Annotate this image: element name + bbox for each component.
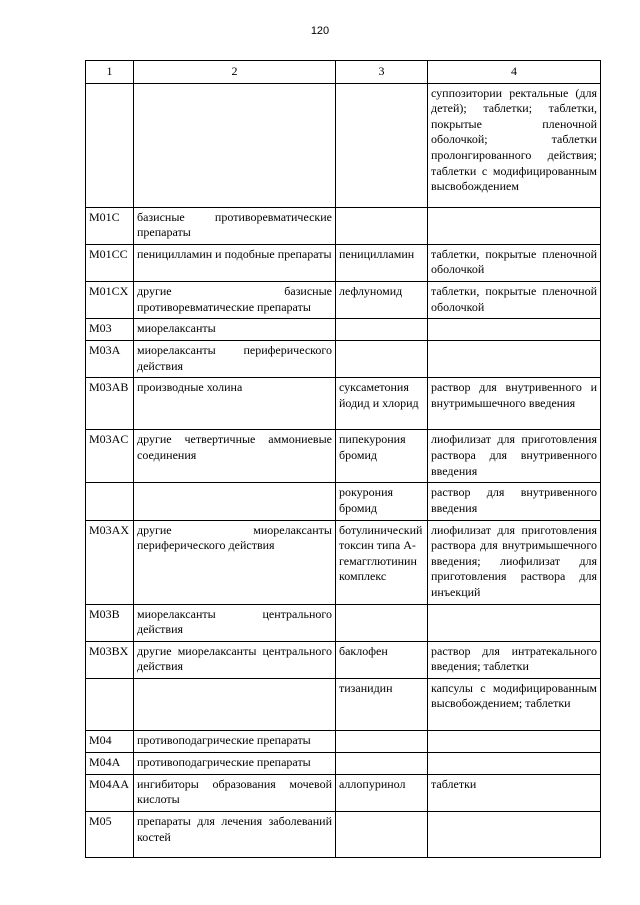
header-cell-code: 1 (86, 61, 134, 84)
name-cell (336, 207, 428, 244)
header-row (86, 61, 601, 84)
table-row (86, 341, 601, 378)
form-cell: таблетки, покрытые пленочной оболочкой (428, 281, 601, 318)
table-row (86, 641, 601, 678)
form-cell (428, 812, 601, 858)
group-cell (134, 483, 336, 520)
group-cell: другие четвертичные аммониевые соединения (134, 430, 336, 483)
form-cell (428, 730, 601, 752)
form-cell: таблетки, покрытые пленочной оболочкой (428, 244, 601, 281)
form-cell: лиофилизат для приготовления раствора для внутривенного введения (428, 430, 601, 483)
page-number: 120 (310, 25, 330, 37)
form-cell (428, 207, 601, 244)
code-cell: M01CX (86, 281, 134, 318)
table-row (86, 378, 601, 430)
name-cell (336, 812, 428, 858)
header-cell-form: 4 (428, 61, 601, 84)
header-cell-name: 3 (336, 61, 428, 84)
name-cell: пеницилламин (336, 244, 428, 281)
name-cell: баклофен (336, 641, 428, 678)
code-cell: M03 (86, 319, 134, 341)
form-cell: раствор для внутривенного и внутримышечного введения (428, 378, 601, 430)
group-cell (134, 83, 336, 207)
code-cell: M01C (86, 207, 134, 244)
name-cell: лефлуномид (336, 281, 428, 318)
form-cell: лиофилизат для приготовления раствора для внутримышечного введения; лиофилизат для приготовления раствора для инъекций (428, 520, 601, 604)
header-cell-group: 2 (134, 61, 336, 84)
group-cell: другие миорелаксанты центрального действия (134, 641, 336, 678)
code-cell: M04AA (86, 774, 134, 811)
table-row (86, 281, 601, 318)
name-cell (336, 752, 428, 774)
code-cell: M05 (86, 812, 134, 858)
form-cell: раствор для интратекального введения; таблетки (428, 641, 601, 678)
table-row (86, 604, 601, 641)
code-cell (86, 83, 134, 207)
name-cell (336, 83, 428, 207)
form-cell: раствор для внутривенного введения (428, 483, 601, 520)
name-cell: суксаметония йодид и хлорид (336, 378, 428, 430)
name-cell: рокурония бромид (336, 483, 428, 520)
name-cell (336, 319, 428, 341)
table-row (86, 678, 601, 730)
group-cell (134, 678, 336, 730)
group-cell: миорелаксанты (134, 319, 336, 341)
code-cell: M04 (86, 730, 134, 752)
code-cell: M04A (86, 752, 134, 774)
table-row (86, 207, 601, 244)
table-row (86, 730, 601, 752)
group-cell: противоподагрические препараты (134, 752, 336, 774)
drug-classification-table (85, 60, 601, 858)
table-row (86, 319, 601, 341)
table-row (86, 430, 601, 483)
code-cell: M01CC (86, 244, 134, 281)
name-cell: ботулинический токсин типа A-гемагглютинин комплекс (336, 520, 428, 604)
group-cell: пеницилламин и подобные препараты (134, 244, 336, 281)
code-cell: M03AC (86, 430, 134, 483)
code-cell (86, 678, 134, 730)
form-cell (428, 752, 601, 774)
table-row (86, 812, 601, 858)
group-cell: ингибиторы образования мочевой кислоты (134, 774, 336, 811)
name-cell: аллопуринол (336, 774, 428, 811)
code-cell: M03B (86, 604, 134, 641)
name-cell (336, 604, 428, 641)
table-row (86, 483, 601, 520)
code-cell: M03AX (86, 520, 134, 604)
name-cell (336, 341, 428, 378)
group-cell: противоподагрические препараты (134, 730, 336, 752)
form-cell (428, 341, 601, 378)
table-row (86, 244, 601, 281)
table-row (86, 752, 601, 774)
name-cell: пипекурония бромид (336, 430, 428, 483)
group-cell: другие миорелаксанты периферического действия (134, 520, 336, 604)
form-cell: таблетки (428, 774, 601, 811)
name-cell: тизанидин (336, 678, 428, 730)
code-cell: M03BX (86, 641, 134, 678)
form-cell: капсулы с модифицированным высвобождением; таблетки (428, 678, 601, 730)
table-row (86, 83, 601, 207)
group-cell: другие базисные противоревматические препараты (134, 281, 336, 318)
table-row (86, 774, 601, 811)
table-row (86, 520, 601, 604)
form-cell (428, 319, 601, 341)
form-cell (428, 604, 601, 641)
code-cell: M03AB (86, 378, 134, 430)
code-cell (86, 483, 134, 520)
group-cell: производные холина (134, 378, 336, 430)
group-cell: миорелаксанты периферического действия (134, 341, 336, 378)
group-cell: миорелаксанты центрального действия (134, 604, 336, 641)
name-cell (336, 730, 428, 752)
group-cell: препараты для лечения заболеваний костей (134, 812, 336, 858)
form-cell: суппозитории ректальные (для детей); таблетки; таблетки, покрытые пленочной оболочкой; таблетки пролонгированного действия; таблетки с модифицированным высвобождением (428, 83, 601, 207)
code-cell: M03A (86, 341, 134, 378)
group-cell: базисные противоревматические препараты (134, 207, 336, 244)
